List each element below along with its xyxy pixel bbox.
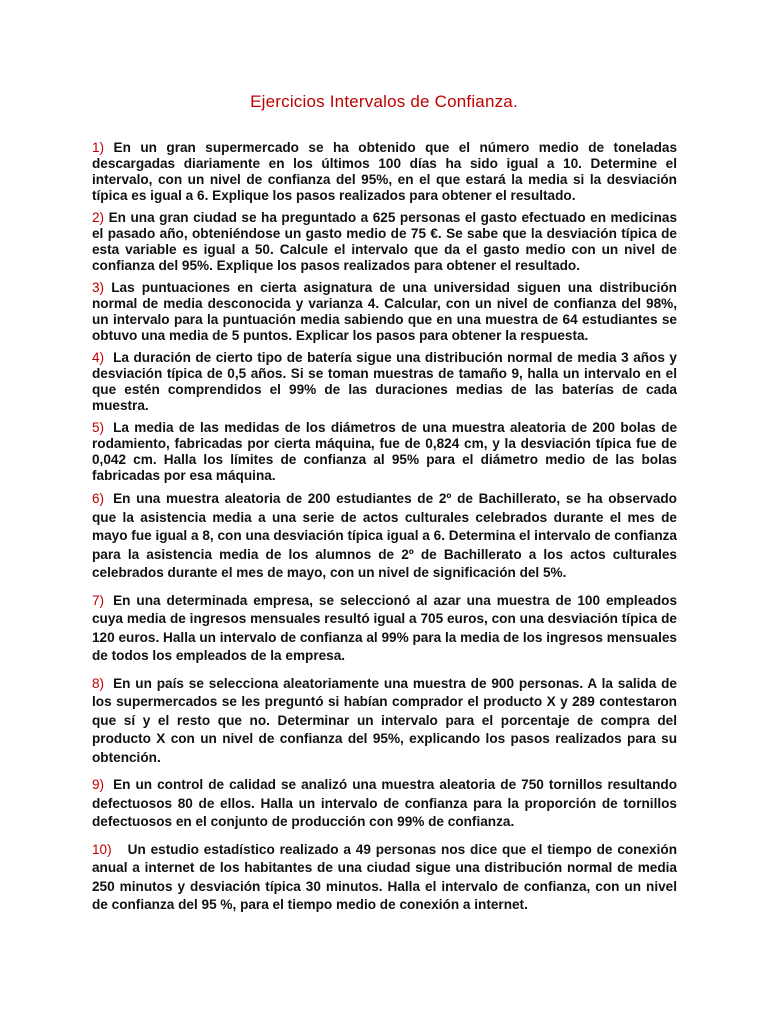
document-title: Ejercicios Intervalos de Confianza. [250,92,518,111]
exercise-text: En una muestra aleatoria de 200 estudiantes de 2º de Bachillerato, se ha observado que la asistencia media a una serie de actos culturales celebrados durante el mes de mayo fue igual a 8, con una desviación típica igual a 6. Determina el intervalo de confianza para la asistencia media de los alumnos de 2º de Bachillerato a los actos culturales celebrados durante el mes de mayo, con un nivel de significación del 5%. [92,491,677,580]
exercise-text: En una gran ciudad se ha preguntado a 625 personas el gasto efectuado en medicinas el pasado año, obteniéndose un gasto medio de 75 €. Se sabe que la desviación típica de esta variable es igual a 50. Calcule el intervalo que da el gasto medio con un nivel de confianza del 95%. Explique los pasos realizados para obtener el resultado. [92,210,677,273]
exercise-8 [92,675,677,768]
exercise-10 [92,841,677,915]
exercise-2 [92,210,677,274]
exercise-text: En una determinada empresa, se seleccionó al azar una muestra de 100 empleados cuya media de ingresos mensuales resultó igual a 705 euros, con una desviación típica de 120 euros. Halla un intervalo de confianza al 99% para la media de los ingresos mensuales de todos los empleados de la empresa. [92,592,677,663]
exercise-text: La media de las medidas de los diámetros de una muestra aleatoria de 200 bolas de rodamiento, fabricadas por cierta máquina, fue de 0,824 cm, y la desviación típica fue de 0,042 cm. Halla los límites de confianza al 95% para el diámetro medio de las bolas fabricadas por esa máquina. [92,420,677,483]
exercise-4 [92,350,677,414]
exercise-number: 7) [92,592,105,608]
exercise-number: 8) [92,675,105,691]
exercise-6 [92,490,677,583]
exercise-number: 5) [92,420,105,435]
exercise-3 [92,280,677,344]
exercise-text: En un gran supermercado se ha obtenido que el número medio de toneladas descargadas diariamente en los últimos 100 días ha sido igual a 10. Determine el intervalo, con un nivel de confianza del 95%, en el que estará la media si la desviación típica es igual a 6. Explique los pasos realizados para obtener el resultado. [92,140,678,203]
exercise-number: 4) [92,350,105,365]
exercise-1 [92,140,677,204]
exercise-text: En un país se selecciona aleatoriamente una muestra de 900 personas. A la salida de los supermercados se les preguntó si habían comprador el producto X y 289 contestaron que sí y el resto que no. Determinar un intervalo para el porcentaje de compra del producto X con un nivel de confianza del 95%, explicando los pasos realizados para su obtención. [92,675,677,765]
exercise-number: 3) [92,280,105,295]
exercise-number: 2) [92,210,105,225]
exercise-text: Las puntuaciones en cierta asignatura de una universidad siguen una distribución normal de media desconocida y varianza 4. Calcular, con un nivel de confianza del 98%, un intervalo para la puntuación media sabiendo que en una muestra de 64 estudiantes se obtuvo una media de 5 puntos. Explicar los pasos para obtener la respuesta. [92,280,677,343]
exercise-text: Un estudio estadístico realizado a 49 personas nos dice que el tiempo de conexión anual a internet de los habitantes de una ciudad sigue una distribución normal de media 250 minutos y desviación típica 30 minutos. Halla el intervalo de confianza, con un nivel de confianza del 95 %, para el tiempo medio de conexión a internet. [92,841,677,912]
exercise-number: 9) [92,777,105,792]
exercise-5 [92,420,677,484]
exercise-text: En un control de calidad se analizó una muestra aleatoria de 750 tornillos resultando defectuosos 80 de ellos. Halla un intervalo de confianza para la proporción de tornillos defectuosos en el conjunto de producción con 99% de confianza. [92,777,677,829]
exercise-7 [92,592,677,666]
exercise-text: La duración de cierto tipo de batería sigue una distribución normal de media 3 años y desviación típica de 0,5 años. Si se toman muestras de tamaño 9, halla un intervalo en el que estén comprendidos el 99% de las duraciones medias de las baterías de cada muestra. [92,350,677,413]
exercise-9 [92,776,677,832]
exercise-list [92,140,677,924]
exercise-number: 6) [92,491,105,506]
exercise-number: 1) [92,140,105,155]
exercise-number: 10) [92,841,112,857]
